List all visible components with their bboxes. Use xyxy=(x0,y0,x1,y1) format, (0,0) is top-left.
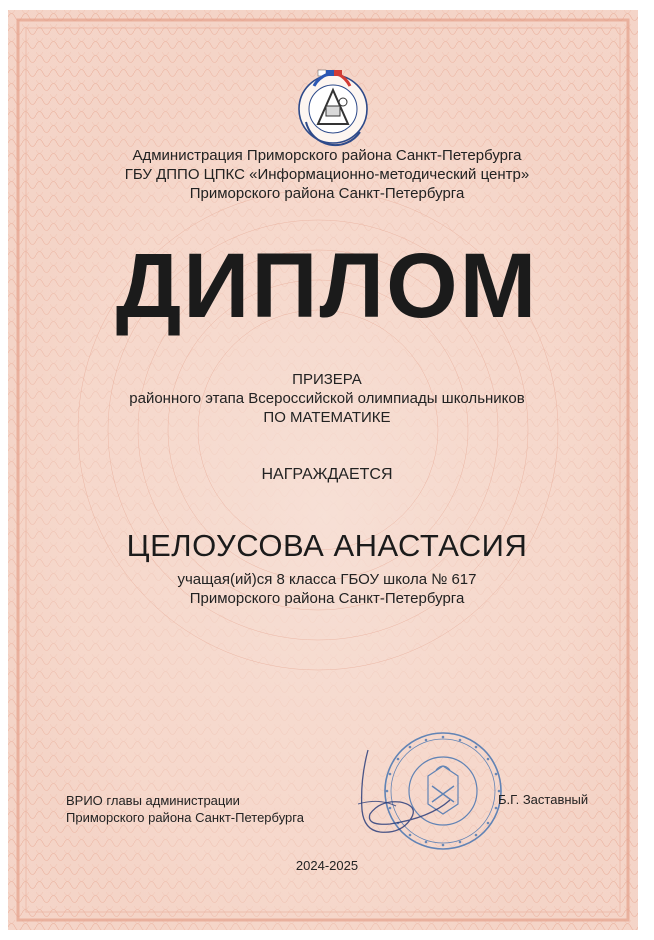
handwritten-signature xyxy=(340,740,470,850)
issuer-line-3: Приморского района Санкт-Петербурга xyxy=(189,185,465,202)
olympiad-emblem-icon xyxy=(288,62,378,152)
subtitle-line-2: районного этапа Всероссийской олимпиады школьников xyxy=(129,390,525,407)
recipient-school xyxy=(0,570,654,608)
issuer-line-2: ГБУ ДППО ЦПКС «Информационно-методический центр» xyxy=(124,166,530,183)
recipient-name: ЦЕЛОУСОВА АНАСТАСИЯ xyxy=(126,528,528,563)
position-line-2: Приморского района Санкт-Петербурга xyxy=(66,810,304,825)
diploma-title: ДИПЛОМ xyxy=(115,235,539,337)
subtitle-line-3: ПО МАТЕМАТИКЕ xyxy=(263,409,391,426)
issuer-line-1: Администрация Приморского района Санкт-Петербурга xyxy=(132,147,522,164)
academic-year: 2024-2025 xyxy=(295,858,359,873)
signatory-position xyxy=(66,792,304,826)
awarded-label: НАГРАЖДАЕТСЯ xyxy=(261,466,393,483)
school-line-2: Приморского района Санкт-Петербурга xyxy=(189,590,465,607)
signatory-name: Б.Г. Заставный xyxy=(498,792,589,807)
school-line-1: учащая(ий)ся 8 класса ГБОУ школа № 617 xyxy=(177,571,477,588)
award-subtitle xyxy=(0,370,654,427)
position-line-1: ВРИО главы администрации xyxy=(66,793,240,808)
subtitle-line-1: ПРИЗЕРА xyxy=(292,371,362,388)
issuer-header xyxy=(0,146,654,203)
